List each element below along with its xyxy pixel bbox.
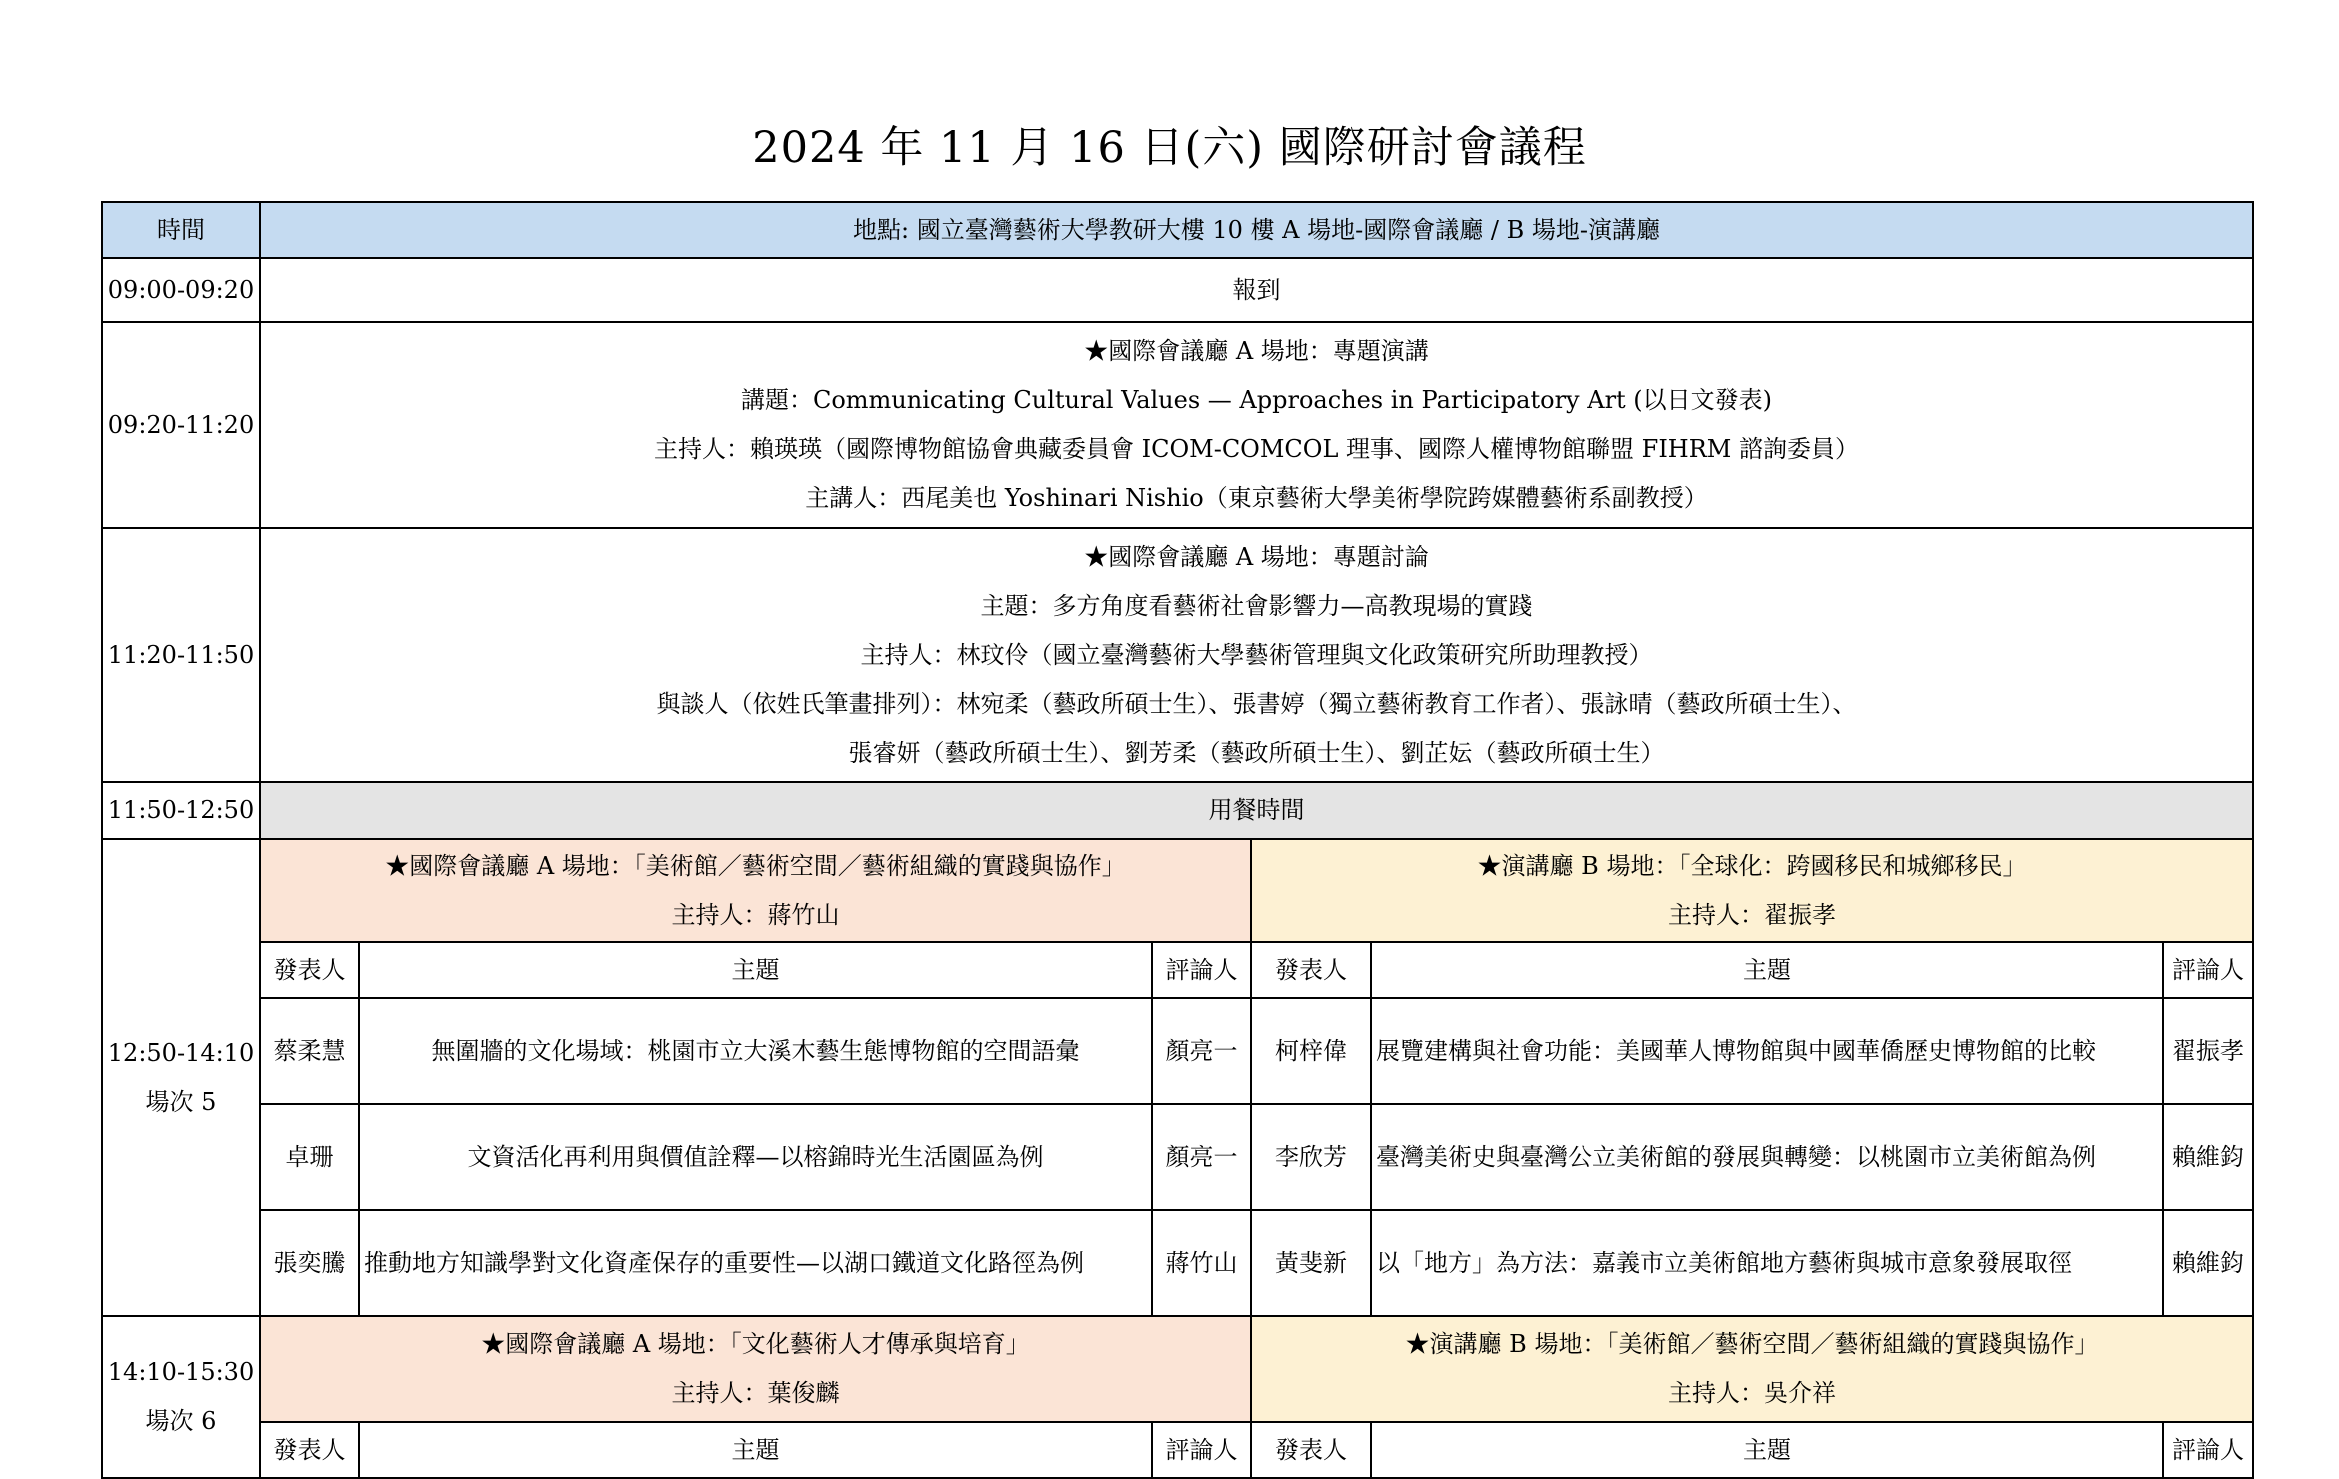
discussant-cell: 賴維鈞 xyxy=(2163,1210,2253,1316)
registration-row xyxy=(102,258,2253,322)
presenter-cell: 柯梓偉 xyxy=(1251,998,1371,1104)
keynote-lecture-title: 講題：Communicating Cultural Values — Approaches in Participatory Art (以日文發表) xyxy=(740,386,1773,414)
venue-header: 地點: 國立臺灣藝術大學教研大樓 10 樓 A 場地-國際會議廳 / B 場地-演講廳 xyxy=(260,202,2253,258)
topic-text: 以「地方」為方法：嘉義市立美術館地方藝術與城市意象發展取徑 xyxy=(1376,1249,2072,1277)
keynote-host: 主持人：賴瑛瑛（國際博物館協會典藏委員會 ICOM-COMCOL 理事、國際人權博物館聯盟 FIHRM 諮詢委員） xyxy=(653,435,1859,463)
discussant-cell: 顏亮一 xyxy=(1152,998,1251,1104)
session5-a-title: ★國際會議廳 A 場地：「美術館／藝術空間／藝術組織的實踐與協作」 xyxy=(385,851,1126,880)
topic-text: 臺灣美術史與臺灣公立美術館的發展與轉變：以桃園市立美術館為例 xyxy=(1376,1143,2096,1171)
session6-b-host: 主持人：吳介祥 xyxy=(1668,1379,1836,1407)
col-header-presenter-a: 發表人 xyxy=(260,942,359,998)
session6-a-title: ★國際會議廳 A 場地：「文化藝術人才傳承與培育」 xyxy=(481,1330,1030,1358)
col-header-topic-b: 主題 xyxy=(1371,942,2163,998)
topic-cell xyxy=(1371,1210,2163,1316)
presenter-cell: 李欣芳 xyxy=(1251,1104,1371,1210)
header-row xyxy=(102,202,2253,258)
discussant-cell: 蔣竹山 xyxy=(1152,1210,1251,1316)
session5-time: 12:50-14:10 xyxy=(107,1038,255,1067)
session6-label: 場次 6 xyxy=(145,1407,217,1435)
session6-b-title: ★演講廳 B 場地：「美術館／藝術空間／藝術組織的實踐與協作」 xyxy=(1405,1330,2099,1358)
panel-content xyxy=(260,528,2253,782)
topic-cell xyxy=(359,1210,1152,1316)
presenter-cell: 黃斐新 xyxy=(1251,1210,1371,1316)
keynote-venue: ★國際會議廳 A 場地：專題演講 xyxy=(1084,337,1429,365)
presenter-cell: 卓珊 xyxy=(260,1104,359,1210)
topic-cell xyxy=(1371,998,2163,1104)
keynote-speaker: 主講人：西尾美也 Yoshinari Nishio（東京藝術大學美術學院跨媒體藝術系副教授） xyxy=(805,484,1708,512)
session5-a-venue xyxy=(260,839,1251,942)
discussant-cell: 顏亮一 xyxy=(1152,1104,1251,1210)
col-header-presenter-b: 發表人 xyxy=(1251,942,1371,998)
topic-cell: 無圍牆的文化場域：桃園市立大溪木藝生態博物館的空間語彙 xyxy=(359,998,1152,1104)
table-row xyxy=(102,1104,2253,1210)
session5-time-cell xyxy=(102,839,260,1316)
agenda-table xyxy=(101,201,2254,1479)
time-header: 時間 xyxy=(102,202,260,258)
col-header-presenter-b: 發表人 xyxy=(1251,1422,1371,1478)
col-header-topic-a: 主題 xyxy=(359,1422,1152,1478)
topic-cell: 文資活化再利用與價值詮釋—以榕錦時光生活園區為例 xyxy=(359,1104,1152,1210)
session6-time: 14:10-15:30 xyxy=(107,1358,255,1386)
session5-b-title: ★演講廳 B 場地：「全球化：跨國移民和城鄉移民」 xyxy=(1477,851,2027,880)
col-header-discussant-a: 評論人 xyxy=(1152,1422,1251,1478)
col-header-discussant-b: 評論人 xyxy=(2163,942,2253,998)
session5-b-venue xyxy=(1251,839,2253,942)
table-row xyxy=(102,1210,2253,1316)
discussant-cell: 賴維鈞 xyxy=(2163,1104,2253,1210)
session5-label: 場次 5 xyxy=(145,1087,217,1116)
discussant-cell: 翟振孝 xyxy=(2163,998,2253,1104)
panel-discussants-line-1: 與談人（依姓氏筆畫排列）：林宛柔（藝政所碩士生）、張書婷（獨立藝術教育工作者）、張詠晴（藝政所碩士生）、 xyxy=(656,689,1857,718)
panel-discussants-line-2: 張睿妍（藝政所碩士生）、劉芳柔（藝政所碩士生）、劉芷妘（藝政所碩士生） xyxy=(848,738,1665,767)
keynote-time: 09:20-11:20 xyxy=(102,322,260,528)
session5-a-host: 主持人：蔣竹山 xyxy=(671,900,840,929)
panel-theme: 主題：多方角度看藝術社會影響力—高教現場的實踐 xyxy=(980,591,1533,620)
session5-b-host: 主持人：翟振孝 xyxy=(1668,900,1836,929)
panel-venue: ★國際會議廳 A 場地：專題討論 xyxy=(1084,542,1429,571)
session5-column-header-row xyxy=(102,942,2253,998)
topic-text: 展覽建構與社會功能：美國華人博物館與中國華僑歷史博物館的比較 xyxy=(1376,1037,2096,1065)
registration-time: 09:00-09:20 xyxy=(102,258,260,322)
col-header-topic-a: 主題 xyxy=(359,942,1152,998)
keynote-content xyxy=(260,322,2253,528)
session6-time-cell xyxy=(102,1316,260,1478)
session6-venue-row xyxy=(102,1316,2253,1422)
page-title: 2024 年 11 月 16 日(六) 國際研討會議程 xyxy=(752,123,1587,173)
topic-text: 推動地方知識學對文化資產保存的重要性—以湖口鐵道文化路徑為例 xyxy=(364,1249,1084,1277)
col-header-discussant-a: 評論人 xyxy=(1152,942,1251,998)
session6-b-venue xyxy=(1251,1316,2253,1422)
col-header-discussant-b: 評論人 xyxy=(2163,1422,2253,1478)
lunch-row xyxy=(102,782,2253,839)
col-header-topic-b: 主題 xyxy=(1371,1422,2163,1478)
topic-cell xyxy=(1371,1104,2163,1210)
registration-label: 報到 xyxy=(260,258,2253,322)
col-header-presenter-a: 發表人 xyxy=(260,1422,359,1478)
session5-venue-row xyxy=(102,839,2253,942)
panel-time: 11:20-11:50 xyxy=(102,528,260,782)
lunch-time: 11:50-12:50 xyxy=(102,782,260,839)
panel-host: 主持人：林玟伶（國立臺灣藝術大學藝術管理與文化政策研究所助理教授） xyxy=(860,640,1653,669)
session6-a-host: 主持人：葉俊麟 xyxy=(671,1379,840,1407)
presenter-cell: 張奕騰 xyxy=(260,1210,359,1316)
lunch-label: 用餐時間 xyxy=(260,782,2253,839)
session6-a-venue xyxy=(260,1316,1251,1422)
panel-row xyxy=(102,528,2253,782)
keynote-row xyxy=(102,322,2253,528)
session6-column-header-row xyxy=(102,1422,2253,1478)
presenter-cell: 蔡柔慧 xyxy=(260,998,359,1104)
table-row xyxy=(102,998,2253,1104)
